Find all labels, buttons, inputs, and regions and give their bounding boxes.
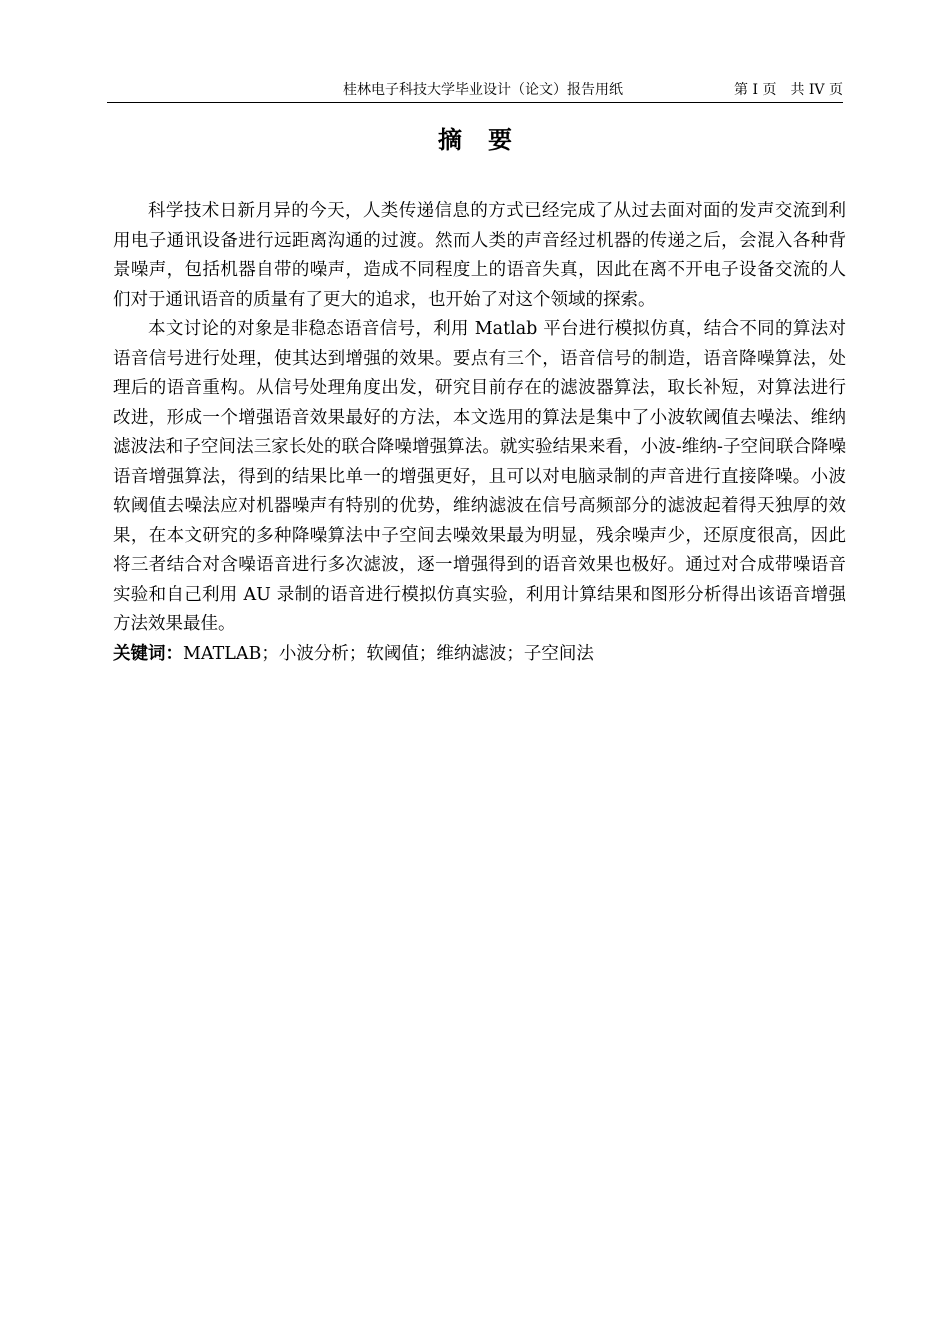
abstract-paragraph-1: 科学技术日新月异的今天，人类传递信息的方式已经完成了从过去面对面的发声交流到利用电子通讯设备进行远距离沟通的过渡。然而人类的声音经过机器的传递之后，会混入各种背景噪声，包括机器自带的噪声，造成不同程度上的语音失真，因此在离不开电子设备交流的人们对于通讯语音的质量有了更大的追求，也开始了对这个领域的探索。 [113, 201, 846, 310]
keywords-line [113, 640, 846, 670]
header-page-info: 第 I 页 共 IV 页 [734, 82, 843, 98]
keywords-label: 关键词： [113, 643, 183, 664]
header-title: 桂林电子科技大学毕业设计（论文）报告用纸 [343, 82, 623, 98]
abstract-body [113, 197, 846, 669]
keywords-list: MATLAB；小波分析；软阈值；维纳滤波；子空间法 [183, 643, 594, 664]
page-header [107, 80, 843, 103]
abstract-heading: 摘要 [438, 125, 538, 154]
abstract-paragraph-2: 本文讨论的对象是非稳态语音信号，利用 Matlab 平台进行模拟仿真，结合不同的算法对语音信号进行处理，使其达到增强的效果。要点有三个，语音信号的制造，语音降噪算法，处理后的语音重构。从信号处理角度出发，研究目前存在的滤波器算法，取长补短，对算法进行改进，形成一个增强语音效果最好的方法，本文选用的算法是集中了小波软阈值去噪法、维纳滤波法和子空间法三家长处的联合降噪增强算法。就实验结果来看，小波-维纳-子空间联合降噪语音增强算法，得到的结果比单一的增强更好，且可以对电脑录制的声音进行直接降噪。小波软阈值去噪法应对机器噪声有特别的优势，维纳滤波在信号高频部分的滤波起着得天独厚的效果，在本文研究的多种降噪算法中子空间去噪效果最为明显，残余噪声少，还原度很高，因此将三者结合对含噪语音进行多次滤波，逐一增强得到的语音效果也极好。通过对合成带噪语音实验和自己利用 AU 录制的语音进行模拟仿真实验，利用计算结果和图形分析得出该语音增强方法效果最佳。 [113, 319, 846, 634]
